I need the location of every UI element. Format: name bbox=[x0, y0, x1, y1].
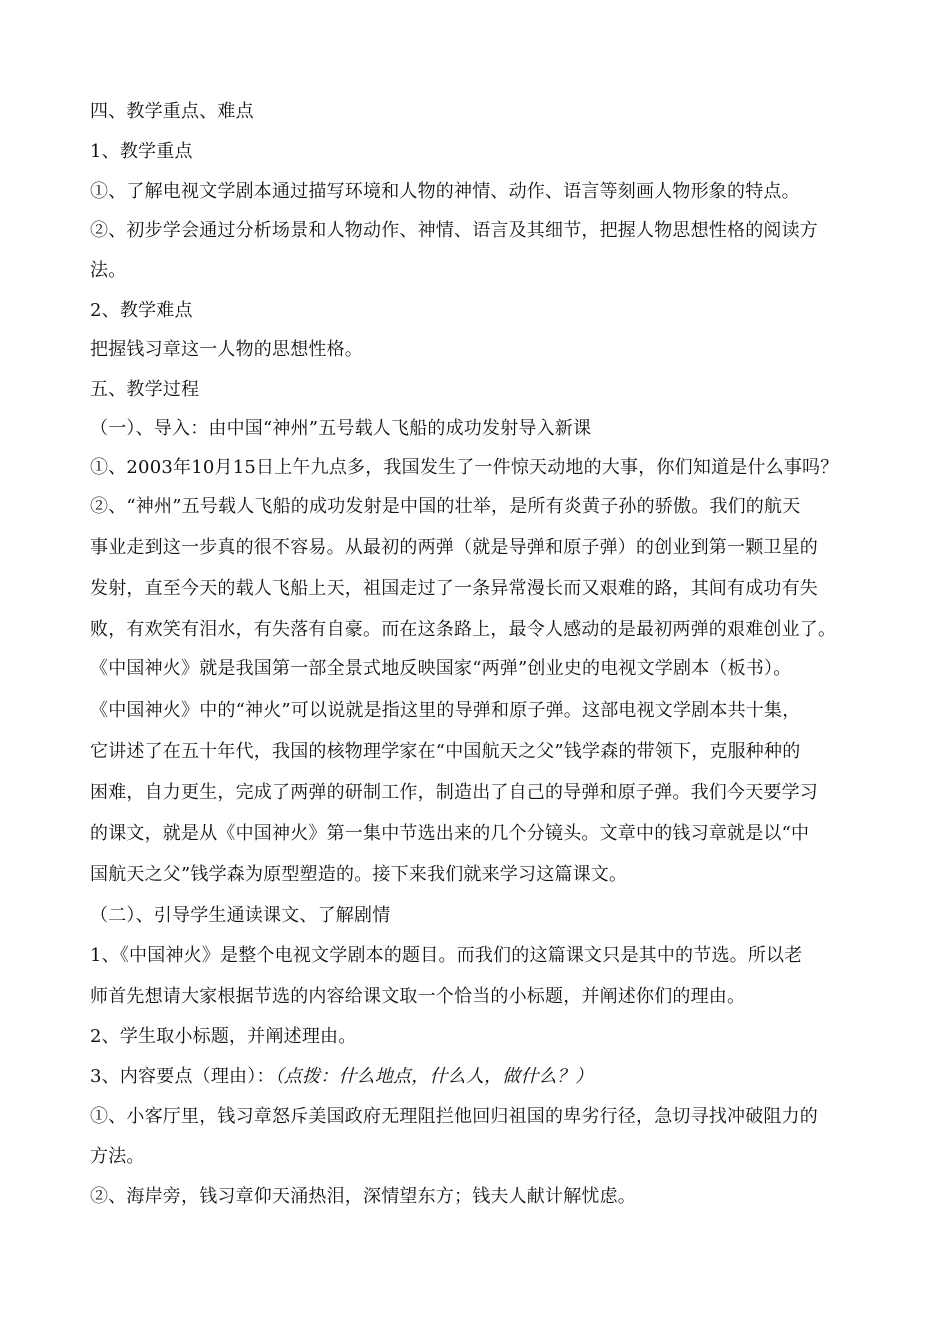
paragraph-line: 师首先想请大家根据节选的内容给课文取一个恰当的小标题，并阐述你们的理由。 bbox=[90, 986, 746, 1007]
paragraph-line: 败，有欢笑有泪水，有失落有自豪。而在这条路上，最令人感动的是最初两弹的艰难创业了。 bbox=[90, 619, 837, 640]
paragraph-line: ①、了解电视文学剧本通过描写环境和人物的神情、动作、语言等刻画人物形象的特点。 bbox=[90, 181, 800, 202]
paragraph-line: 事业走到这一步真的很不容易。从最初的两弹（就是导弹和原子弹）的创业到第一颗卫星的 bbox=[90, 537, 818, 558]
paragraph-line: 国航天之父”钱学森为原型塑造的。接下来我们就来学习这篇课文。 bbox=[90, 864, 628, 885]
paragraph-line-with-hint bbox=[90, 1064, 880, 1090]
paragraph-line: ①、小客厅里，钱习章怒斥美国政府无理阻拦他回归祖国的卑劣行径，急切寻找冲破阻力的 bbox=[90, 1106, 818, 1127]
paragraph-line: 《中国神火》中的“神火”可以说就是指这里的导弹和原子弹。这部电视文学剧本共十集， bbox=[90, 700, 801, 721]
paragraph-line: 的课文，就是从《中国神火》第一集中节选出来的几个分镜头。文章中的钱习章就是以“中 bbox=[90, 823, 810, 844]
section-heading-process: 五、教学过程 bbox=[90, 379, 200, 400]
section-heading-key-points: 四、教学重点、难点 bbox=[90, 101, 254, 122]
paragraph-line: 《中国神火》就是我国第一部全景式地反映国家“两弹”创业史的电视文学剧本（板书）。 bbox=[90, 658, 792, 679]
paragraph-line: ②、海岸旁，钱习章仰天涌热泪，深情望东方；钱夫人献计解忧虑。 bbox=[90, 1186, 636, 1207]
paragraph-line: 2、学生取小标题，并阐述理由。 bbox=[90, 1026, 357, 1047]
paragraph-line: ②、“神州”五号载人飞船的成功发射是中国的壮举，是所有炎黄子孙的骄傲。我们的航天 bbox=[90, 496, 801, 517]
subheading-reading: （二）、引导学生通读课文、了解剧情 bbox=[90, 905, 391, 926]
paragraph-line: 1、《中国神火》是整个电视文学剧本的题目。而我们的这篇课文只是其中的节选。所以老 bbox=[90, 945, 803, 966]
paragraph-line: 发射，直至今天的载人飞船上天，祖国走过了一条异常漫长而又艰难的路，其间有成功有失 bbox=[90, 578, 818, 599]
paragraph-line: 把握钱习章这一人物的思想性格。 bbox=[90, 339, 363, 360]
hint-text: （点拨：什么地点，什么人，做什么？） bbox=[274, 1066, 594, 1087]
subheading-key-points: 1、教学重点 bbox=[90, 141, 193, 162]
paragraph-line: 困难，自力更生，完成了两弹的研制工作，制造出了自己的导弹和原子弹。我们今天要学习 bbox=[90, 782, 818, 803]
subheading-difficulties: 2、教学难点 bbox=[90, 300, 193, 321]
content-points-label: 3、内容要点（理由）： bbox=[90, 1066, 275, 1087]
subheading-introduction: （一）、导入：由中国“神州”五号载人飞船的成功发射导入新课 bbox=[90, 418, 592, 439]
paragraph-line: 法。 bbox=[90, 260, 127, 281]
paragraph-line: ①、2003年10月15日上午九点多，我国发生了一件惊天动地的大事，你们知道是什么事吗？ bbox=[90, 457, 839, 478]
paragraph-line: 方法。 bbox=[90, 1146, 145, 1167]
paragraph-line: 它讲述了在五十年代，我国的核物理学家在“中国航天之父”钱学森的带领下，克服种种的 bbox=[90, 741, 801, 762]
paragraph-line: ②、初步学会通过分析场景和人物动作、神情、语言及其细节，把握人物思想性格的阅读方 bbox=[90, 220, 818, 241]
